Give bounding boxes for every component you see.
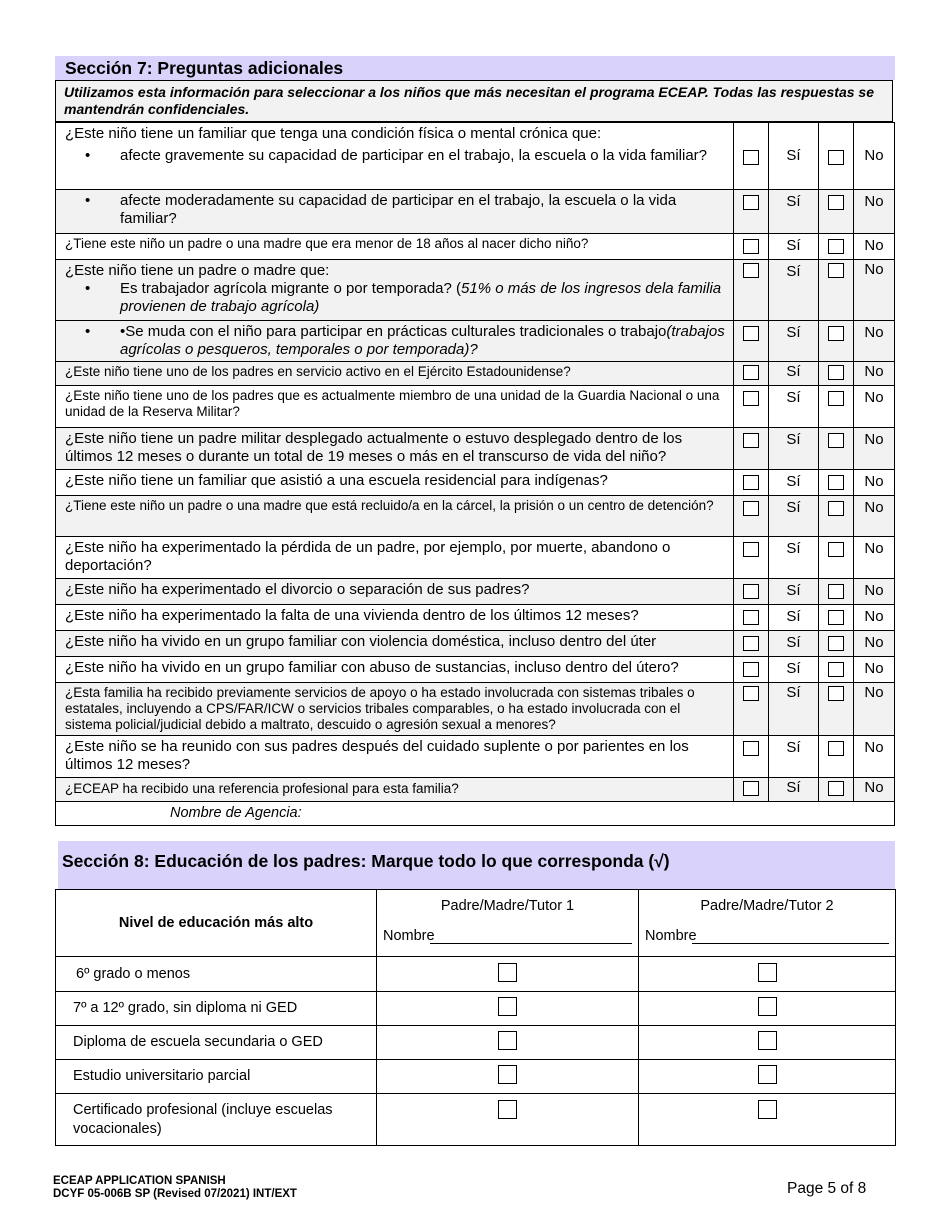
question-subitem: Es trabajador agrícola migrante o por temporada? (51% o más de los ingresos dela familia provienen de trabajo agrícola)	[120, 280, 722, 315]
yes-label: Sí	[769, 190, 819, 234]
parent-1-name-label: Nombre	[383, 928, 435, 944]
education-level-label: 6º grado o menos	[56, 957, 377, 992]
question-text: ¿Este niño tiene un familiar que asistió a una escuela residencial para indígenas?	[56, 470, 734, 496]
question-text: ¿Este niño ha experimentado el divorcio o separación de sus padres?	[56, 579, 734, 605]
yes-checkbox[interactable]	[743, 542, 759, 557]
no-checkbox[interactable]	[828, 636, 844, 651]
no-checkbox[interactable]	[828, 662, 844, 677]
education-level-label: Certificado profesional (incluye escuelas vocacionales)	[56, 1094, 377, 1146]
yes-label: Sí	[769, 260, 819, 321]
yes-checkbox[interactable]	[743, 686, 759, 701]
yes-label: Sí	[769, 736, 819, 778]
question-row-1a	[56, 123, 895, 190]
question-row-12	[56, 631, 895, 657]
education-level-label: Diploma de escuela secundaria o GED	[56, 1026, 377, 1060]
question-row-1b: • afecte moderadamente su capacidad de participar en el trabajo, la escuela o la vida familiar? Sí No	[56, 190, 895, 234]
question-row-5	[56, 386, 895, 428]
question-text: ¿Tiene este niño un padre o una madre que está recluido/a en la cárcel, la prisión o un centro de detención?	[56, 496, 734, 537]
no-checkbox[interactable]	[828, 686, 844, 701]
agency-name-field[interactable]	[56, 802, 895, 826]
question-row-15	[56, 736, 895, 778]
question-row-4	[56, 362, 895, 386]
yes-checkbox[interactable]	[743, 501, 759, 516]
question-subitem: •Se muda con el niño para participar en prácticas culturales tradicionales o trabajo(trabajos agrícolas o pesqueros, temporales o por temporada)?	[120, 323, 725, 358]
question-text: ¿Este niño se ha reunido con sus padres después del cuidado suplente o por parientes en los últimos 12 meses?	[56, 736, 734, 778]
section-7-questions-table	[55, 122, 895, 826]
footer-form-id	[53, 1175, 297, 1201]
yes-checkbox[interactable]	[743, 239, 759, 254]
no-checkbox[interactable]	[828, 741, 844, 756]
yes-checkbox[interactable]	[743, 610, 759, 625]
question-row-14	[56, 683, 895, 736]
no-checkbox[interactable]	[828, 195, 844, 210]
yes-checkbox[interactable]	[743, 433, 759, 448]
yes-label: Sí	[769, 631, 819, 657]
question-text: ¿Este niño tiene un padre militar desplegado actualmente o estuvo desplegado dentro de los últimos 12 meses o durante un total de 19 meses o más en el transcurso de vida del niño?	[56, 428, 734, 470]
question-subitem: afecte moderadamente su capacidad de participar en el trabajo, la escuela o la vida familiar?	[120, 192, 677, 227]
yes-label: Sí	[769, 579, 819, 605]
no-label: No	[854, 579, 895, 605]
parent-2-checkbox[interactable]	[758, 963, 777, 982]
no-checkbox[interactable]	[828, 501, 844, 516]
no-checkbox[interactable]	[828, 542, 844, 557]
no-label: No	[854, 683, 895, 736]
no-label: No	[854, 496, 895, 537]
page-number: Page 5 of 8	[787, 1180, 867, 1197]
no-label: No	[854, 736, 895, 778]
no-label: No	[854, 234, 895, 260]
no-label: No	[854, 190, 895, 234]
no-checkbox[interactable]	[828, 326, 844, 341]
education-level-label: Estudio universitario parcial	[56, 1060, 377, 1094]
parent-2-name-field[interactable]	[692, 943, 889, 944]
yes-label: Sí	[769, 321, 819, 362]
question-row-7	[56, 470, 895, 496]
no-checkbox[interactable]	[828, 239, 844, 254]
yes-checkbox[interactable]	[743, 391, 759, 406]
yes-checkbox[interactable]	[743, 781, 759, 796]
parent-2-title: Padre/Madre/Tutor 2	[700, 898, 834, 914]
no-checkbox[interactable]	[828, 433, 844, 448]
yes-label: Sí	[769, 386, 819, 428]
yes-checkbox[interactable]	[743, 263, 759, 278]
question-text: ¿Este niño ha vivido en un grupo familiar con violencia doméstica, incluso dentro del úter	[56, 631, 734, 657]
section-7-title: Sección 7: Preguntas adicionales	[65, 58, 344, 78]
parent-2-checkbox[interactable]	[758, 997, 777, 1016]
no-label: No	[854, 631, 895, 657]
yes-checkbox[interactable]	[743, 150, 759, 165]
no-label: No	[854, 778, 895, 802]
education-row	[56, 992, 896, 1026]
no-label: No	[854, 386, 895, 428]
question-row-6	[56, 428, 895, 470]
section-8-header	[55, 841, 895, 889]
no-checkbox[interactable]	[828, 610, 844, 625]
yes-checkbox[interactable]	[743, 584, 759, 599]
no-checkbox[interactable]	[828, 781, 844, 796]
footer-line-2: DCYF 05-006B SP (Revised 07/2021) INT/EXT	[53, 1188, 297, 1200]
question-subitem: afecte gravemente su capacidad de participar en el trabajo, la escuela o la vida familiar?	[120, 147, 708, 164]
no-checkbox[interactable]	[828, 150, 844, 165]
parent-1-checkbox[interactable]	[498, 1031, 517, 1050]
education-level-header: Nivel de educación más alto	[56, 890, 377, 957]
no-label: No	[854, 321, 895, 362]
question-text: ¿Esta familia ha recibido previamente servicios de apoyo o ha estado involucrada con sistemas tribales o estatales, incluyendo a CPS/FAR/ICW o servicios tribales comparables, o ha estado involucrada con el sistema policial/judicial debido a maltrato, descuido o agresión sexual a menores?	[56, 683, 734, 736]
parent-1-checkbox[interactable]	[498, 963, 517, 982]
question-text: ¿Este niño tiene uno de los padres que es actualmente miembro de una unidad de la Guardia Nacional o una unidad de la Reserva Militar?	[56, 386, 734, 428]
question-row-9	[56, 537, 895, 579]
education-row	[56, 1026, 896, 1060]
question-row-13	[56, 657, 895, 683]
yes-label: Sí	[769, 234, 819, 260]
agency-row	[56, 802, 895, 826]
question-cell: ¿Este niño tiene un familiar que tenga una condición física o mental crónica que: • afecte gravemente su capacidad de participar en el trabajo, la escuela o la vida familiar?	[56, 123, 734, 190]
question-text: ¿Tiene este niño un padre o una madre que era menor de 18 años al nacer dicho niño?	[56, 234, 734, 260]
section-8-title: Sección 8: Educación de los padres: Marque todo lo que corresponda (√)	[62, 851, 670, 871]
yes-label: Sí	[769, 605, 819, 631]
education-header-row	[56, 890, 896, 957]
question-row-11	[56, 605, 895, 631]
no-checkbox[interactable]	[828, 263, 844, 278]
yes-label: Sí	[769, 537, 819, 579]
no-checkbox[interactable]	[828, 391, 844, 406]
no-checkbox[interactable]	[828, 584, 844, 599]
parent-1-name-field[interactable]	[430, 943, 632, 944]
yes-checkbox[interactable]	[743, 636, 759, 651]
question-row-8	[56, 496, 895, 537]
no-label: No	[854, 362, 895, 386]
yes-label: Sí	[769, 123, 819, 190]
footer-line-1: ECEAP APPLICATION SPANISH	[53, 1175, 226, 1187]
yes-label: Sí	[769, 362, 819, 386]
parent-1-header	[377, 890, 639, 957]
question-row-2	[56, 234, 895, 260]
parent-2-header	[639, 890, 896, 957]
parent-1-checkbox[interactable]	[498, 997, 517, 1016]
education-row	[56, 1060, 896, 1094]
yes-label: Sí	[769, 470, 819, 496]
agency-name-label: Nombre de Agencia:	[170, 805, 302, 821]
yes-checkbox[interactable]	[743, 662, 759, 677]
question-row-3a: ¿Este niño tiene un padre o madre que: • Es trabajador agrícola migrante o por temporada? (51% o más de los ingresos dela familia provienen de trabajo agrícola) Sí No	[56, 260, 895, 321]
yes-label: Sí	[769, 428, 819, 470]
question-row-10	[56, 579, 895, 605]
education-row	[56, 957, 896, 992]
question-text: ¿Este niño ha experimentado la falta de una vivienda dentro de los últimos 12 meses?	[56, 605, 734, 631]
no-label: No	[854, 605, 895, 631]
question-row-16	[56, 778, 895, 802]
question-text: ¿Este niño ha experimentado la pérdida de un padre, por ejemplo, por muerte, abandono o deportación?	[56, 537, 734, 579]
parent-1-checkbox[interactable]	[498, 1065, 517, 1084]
no-label: No	[854, 470, 895, 496]
no-label: No	[854, 260, 895, 321]
question-row-3b: • •Se muda con el niño para participar en prácticas culturales tradicionales o trabajo(trabajos agrícolas o pesqueros, temporales o por temporada)? Sí No	[56, 321, 895, 362]
parent-1-title: Padre/Madre/Tutor 1	[440, 898, 575, 914]
no-label: No	[854, 428, 895, 470]
yes-label: Sí	[769, 496, 819, 537]
question-text: ¿Este niño ha vivido en un grupo familiar con abuso de sustancias, incluso dentro del útero?	[56, 657, 734, 683]
yes-label: Sí	[769, 657, 819, 683]
question-text: ¿Este niño tiene un padre o madre que:	[65, 262, 330, 279]
yes-checkbox[interactable]	[743, 741, 759, 756]
no-label: No	[854, 657, 895, 683]
no-checkbox[interactable]	[828, 475, 844, 490]
education-level-label: 7º a 12º grado, sin diploma ni GED	[56, 992, 377, 1026]
yes-checkbox[interactable]	[743, 326, 759, 341]
no-checkbox[interactable]	[828, 365, 844, 380]
parent-education-table	[55, 889, 896, 1146]
education-row	[56, 1094, 896, 1146]
question-text: ¿Este niño tiene uno de los padres en servicio activo en el Ejército Estadounidense?	[56, 362, 734, 386]
yes-label: Sí	[769, 778, 819, 802]
parent-2-checkbox[interactable]	[758, 1065, 777, 1084]
yes-checkbox[interactable]	[743, 475, 759, 490]
no-label: No	[854, 123, 895, 190]
parent-1-checkbox[interactable]	[498, 1100, 517, 1119]
yes-checkbox[interactable]	[743, 195, 759, 210]
question-text: ¿ECEAP ha recibido una referencia profesional para esta familia?	[56, 778, 734, 802]
parent-2-checkbox[interactable]	[758, 1100, 777, 1119]
yes-label: Sí	[769, 683, 819, 736]
question-text: ¿Este niño tiene un familiar que tenga una condición física o mental crónica que:	[65, 125, 602, 142]
parent-2-name-label: Nombre	[645, 928, 697, 944]
section-7-header	[55, 56, 895, 80]
no-label: No	[854, 537, 895, 579]
yes-checkbox[interactable]	[743, 365, 759, 380]
parent-2-checkbox[interactable]	[758, 1031, 777, 1050]
section-7-note: Utilizamos esta información para seleccionar a los niños que más necesitan el programa ECEAP. Todas las respuestas se mantendrán confidenciales.	[55, 80, 893, 122]
